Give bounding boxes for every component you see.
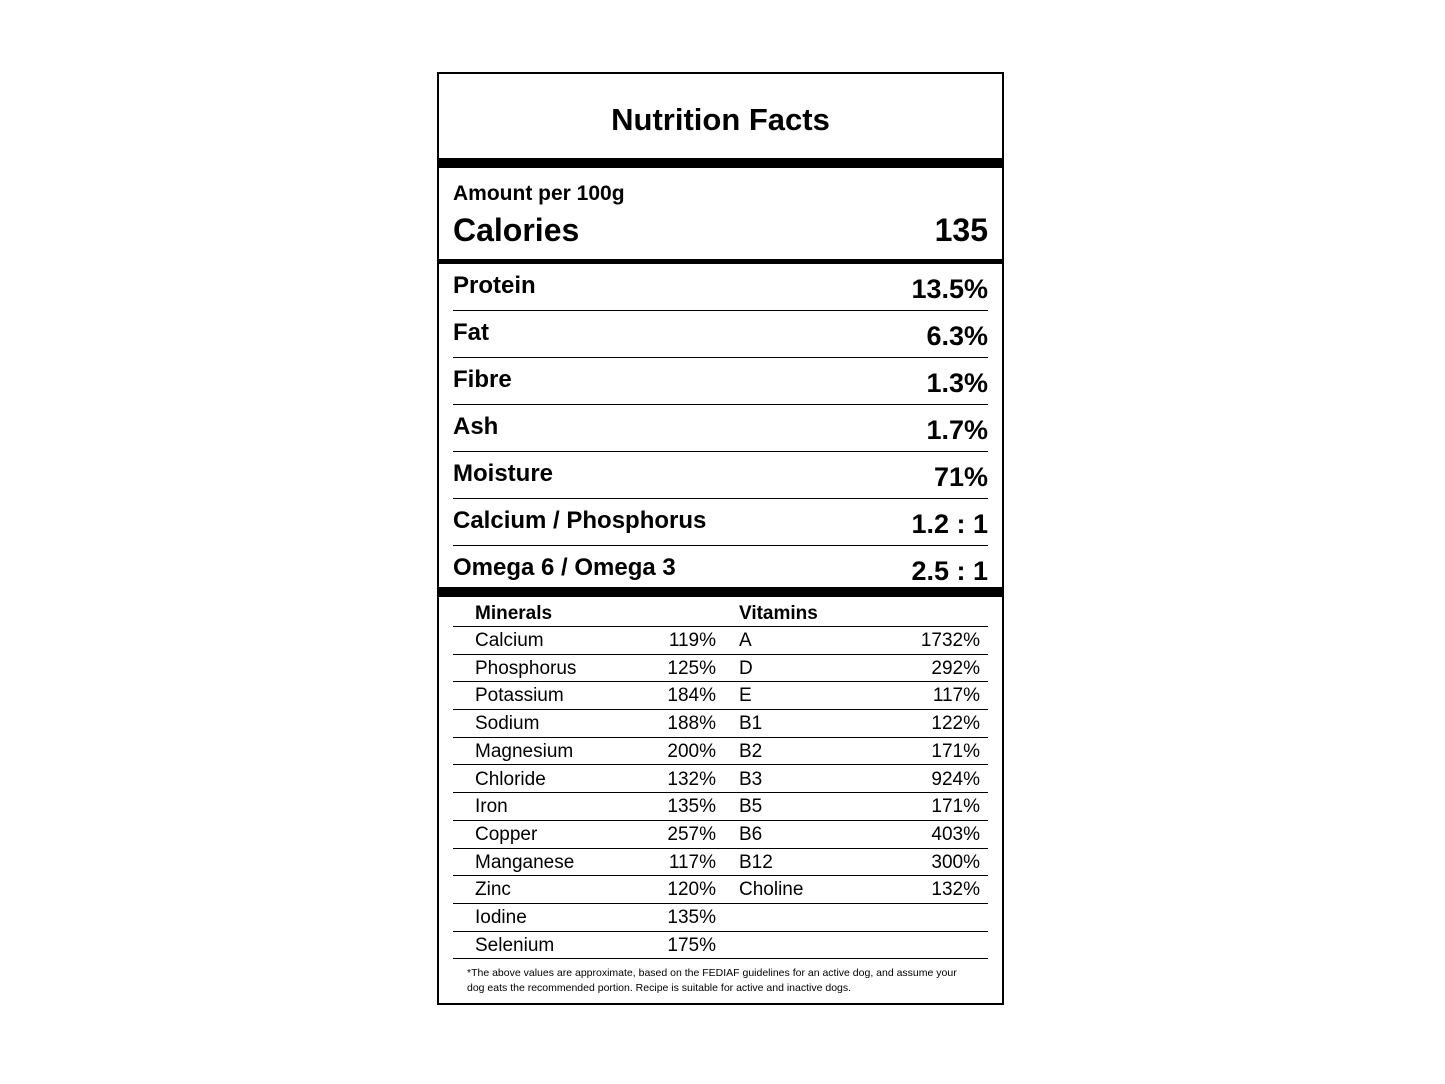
vitamin-name: E [739, 685, 752, 707]
minerals-vitamins-row [453, 627, 988, 655]
minerals-vitamins-row [453, 793, 988, 821]
mineral-value: 200% [667, 740, 716, 762]
page-title: Nutrition Facts [611, 102, 830, 137]
vitamin-value: 292% [931, 657, 980, 679]
nutrient-row [453, 311, 988, 358]
vitamin-name: B6 [739, 823, 763, 845]
minerals-vitamins-row [453, 821, 988, 849]
nutrition-facts-panel [437, 72, 1004, 1005]
mineral-name: Iron [475, 796, 508, 818]
nutrient-row [453, 358, 988, 405]
vitamin-name: B12 [739, 851, 773, 873]
mineral-name: Potassium [475, 685, 564, 707]
vitamin-name: B1 [739, 713, 763, 735]
vitamin-name: B3 [739, 768, 763, 790]
footnote: *The above values are approximate, based on the FEDIAF guidelines for an active dog, and assume your dog eats the recommended portion. Recipe is suitable for active and inactive dogs. [467, 967, 957, 994]
mineral-name: Phosphorus [475, 657, 577, 679]
mineral-value: 257% [667, 823, 716, 845]
minerals-vitamins-row [453, 876, 988, 904]
vitamin-name: A [739, 630, 752, 651]
mineral-value: 135% [667, 907, 716, 928]
divider-thick [439, 158, 1002, 168]
vitamin-name: Choline [739, 879, 804, 901]
nutrient-value: 1.7% [926, 415, 988, 445]
nutrient-label: Calcium / Phosphorus [453, 507, 707, 534]
mineral-name: Manganese [475, 851, 575, 873]
vitamin-value: 1732% [920, 630, 980, 651]
nutrient-row [453, 405, 988, 452]
mineral-name: Copper [475, 823, 538, 845]
minerals-heading: Minerals [475, 603, 553, 624]
vitamin-name: B2 [739, 740, 763, 762]
vitamin-name: B5 [739, 796, 763, 818]
nutrient-label: Fibre [453, 366, 512, 393]
vitamin-value: 924% [931, 768, 980, 790]
mineral-name: Magnesium [475, 740, 574, 762]
nutrient-row [453, 546, 988, 593]
nutrient-label: Omega 6 / Omega 3 [453, 554, 676, 581]
vitamin-value: 300% [931, 851, 980, 873]
mineral-value: 117% [668, 851, 716, 873]
nutrient-label: Ash [453, 413, 499, 440]
minerals-vitamins-row [453, 849, 988, 877]
nutrient-value: 13.5% [911, 274, 988, 304]
nutrient-label: Fat [453, 319, 489, 346]
mineral-name: Selenium [475, 934, 555, 956]
nutrient-value: 2.5 : 1 [911, 556, 988, 586]
vitamin-value: 117% [932, 685, 980, 707]
nutrient-value: 1.2 : 1 [911, 509, 988, 539]
mineral-value: 119% [668, 630, 716, 651]
minerals-vitamins-row [453, 655, 988, 683]
nutrient-value: 71% [933, 462, 988, 492]
minerals-vitamins-row [453, 738, 988, 766]
minerals-vitamins-row [453, 682, 988, 710]
vitamin-value: 171% [931, 796, 980, 818]
mineral-value: 132% [667, 768, 716, 790]
vitamin-value: 122% [931, 713, 980, 735]
minerals-vitamins-row [453, 904, 988, 932]
mineral-value: 120% [667, 879, 716, 901]
minerals-vitamins-row [453, 766, 988, 794]
divider-thick [439, 587, 1002, 597]
nutrient-label: Moisture [453, 460, 554, 487]
vitamin-name: D [739, 657, 753, 679]
amount-per-serving: Amount per 100g [453, 182, 625, 205]
nutrient-value: 1.3% [926, 368, 988, 398]
nutrient-label: Protein [453, 272, 536, 299]
calories-value: 135 [934, 212, 988, 248]
mineral-name: Iodine [475, 907, 527, 928]
mineral-value: 125% [667, 657, 716, 679]
mineral-name: Zinc [475, 879, 511, 901]
vitamin-value: 403% [931, 823, 980, 845]
minerals-vitamins-header [453, 601, 988, 627]
minerals-vitamins-row [453, 932, 988, 960]
nutrient-row [453, 264, 988, 311]
nutrient-row [453, 452, 988, 499]
calories-label: Calories [453, 212, 580, 248]
mineral-value: 184% [667, 685, 716, 707]
mineral-value: 175% [667, 934, 716, 956]
nutrient-row [453, 499, 988, 546]
mineral-name: Calcium [475, 630, 544, 651]
vitamin-value: 132% [931, 879, 980, 901]
mineral-name: Sodium [475, 713, 540, 735]
mineral-value: 135% [667, 796, 716, 818]
minerals-vitamins-row [453, 710, 988, 738]
mineral-name: Chloride [475, 768, 546, 790]
nutrient-value: 6.3% [926, 321, 988, 351]
vitamins-heading: Vitamins [739, 603, 818, 624]
vitamin-value: 171% [931, 740, 980, 762]
mineral-value: 188% [667, 713, 716, 735]
